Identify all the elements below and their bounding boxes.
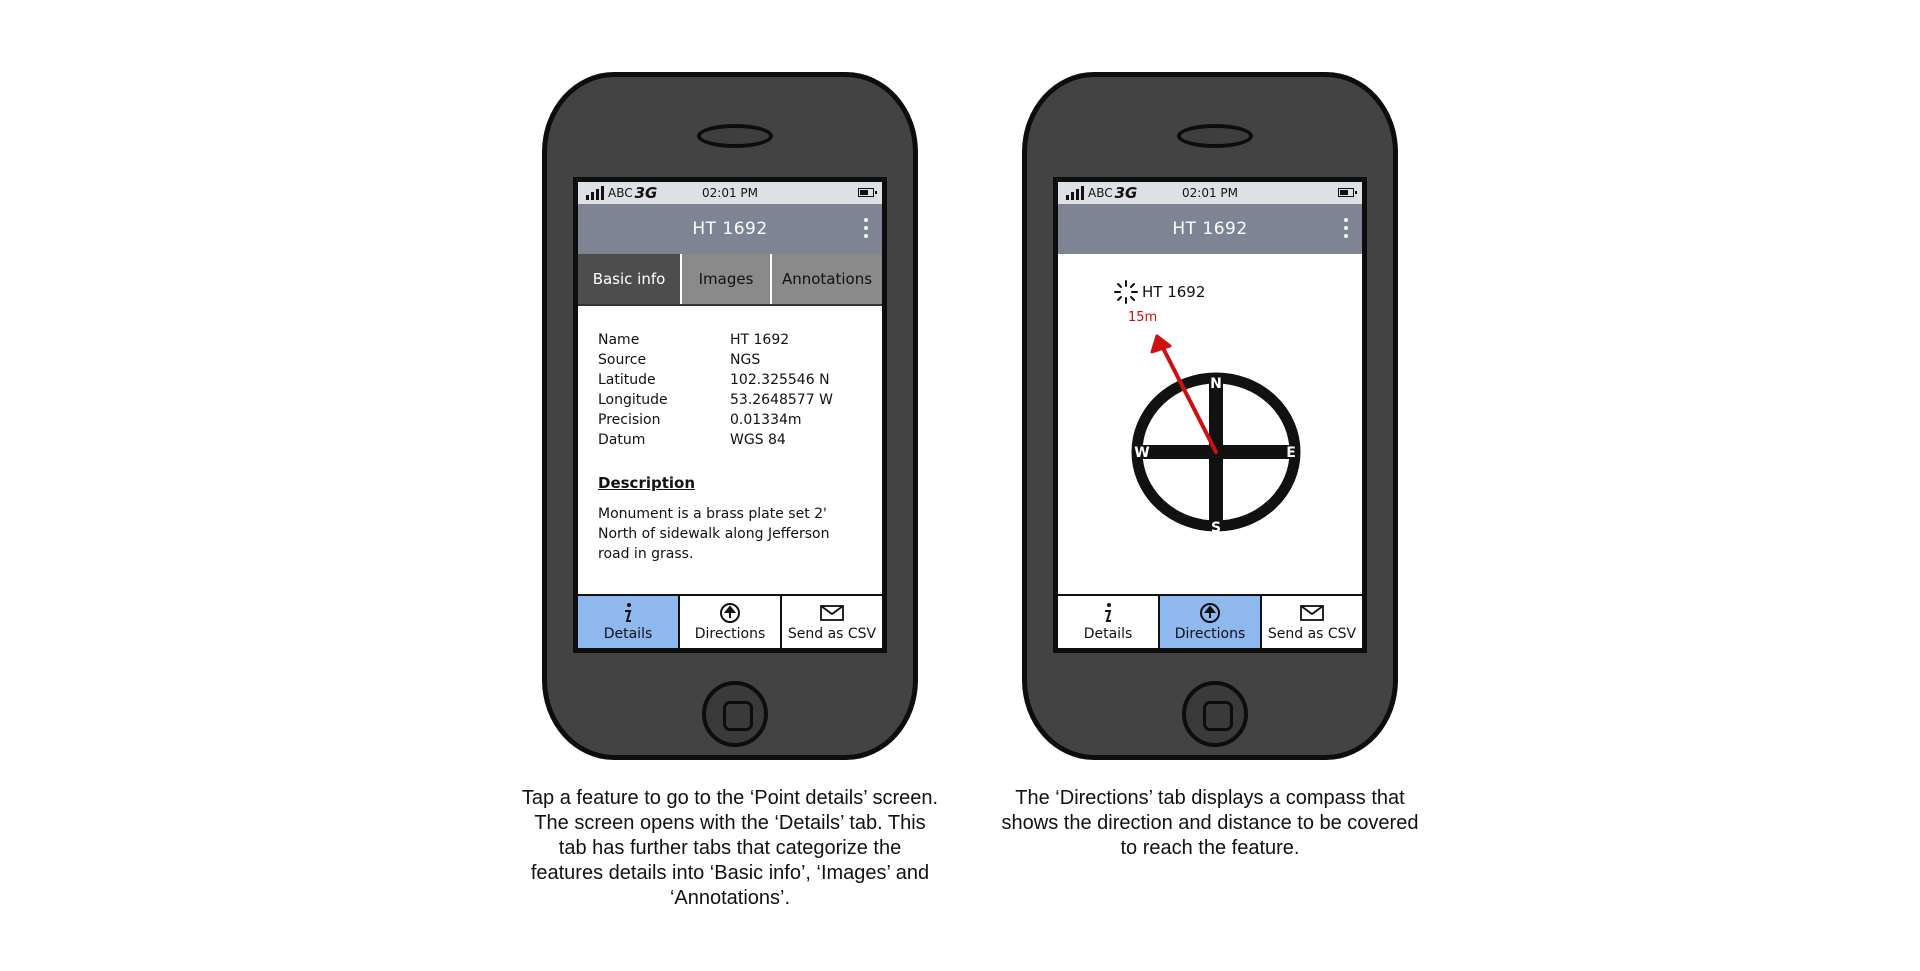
app-title-bar [1058,204,1362,254]
info-value: HT 1692 [730,332,790,348]
bottom-tab-details[interactable] [578,596,680,648]
info-value: 53.2648577 W [730,392,833,408]
bottom-tab-details[interactable] [1058,596,1160,648]
info-value: WGS 84 [730,432,786,448]
info-row-longitude [598,390,882,410]
status-bar [578,182,882,204]
network-label: 3G [634,184,658,202]
info-row-precision [598,410,882,430]
info-label: Datum [598,432,646,448]
subtab-bar [578,254,882,306]
bottom-tab-label: Details [1083,626,1133,642]
bottom-tab-send-csv[interactable] [782,596,882,648]
bottom-tab-label: Directions [694,626,766,642]
carrier-label: ABC [608,186,633,200]
status-bar [1058,182,1362,204]
compass-west: W [1134,445,1150,461]
bottom-tab-send-csv[interactable] [1262,596,1362,648]
distance-label: 15m [1128,310,1158,325]
phone-mockup-details [542,72,918,760]
page-title: HT 1692 [1172,219,1248,239]
description-heading: Description [598,474,696,492]
envelope-icon [1300,602,1324,624]
overflow-menu-icon[interactable] [864,218,868,238]
bottom-tab-label: Send as CSV [787,626,877,642]
network-label: 3G [1114,184,1138,202]
info-value: 102.325546 N [730,372,830,388]
phone-speaker [1177,124,1253,148]
status-time: 02:01 PM [702,186,758,200]
signal-icon [1066,186,1084,200]
tab-basic-info[interactable]: Basic info [578,254,682,304]
info-label: Name [598,332,640,348]
caption-details: Tap a feature to go to the ‘Point details’ screen. The screen opens with the ‘Details’ tab. This tab has further tabs that categorize the features details into ‘Basic info’, ‘Images’ and ‘Annotations’. [521,787,939,909]
bottom-tab-bar [578,594,882,648]
arrow-up-circle-icon [1199,602,1221,624]
home-button[interactable] [702,681,768,747]
phone-speaker [697,124,773,148]
info-label: Latitude [598,372,656,388]
bottom-tab-label: Details [603,626,653,642]
phone-screen [1053,177,1367,653]
tab-images[interactable]: Images [682,254,772,304]
bottom-tab-label: Send as CSV [1267,626,1357,642]
bottom-tab-directions[interactable] [1160,596,1262,648]
home-button[interactable] [1182,681,1248,747]
overflow-menu-icon[interactable] [1344,218,1348,238]
envelope-icon [820,602,844,624]
bottom-tab-label: Directions [1174,626,1246,642]
compass-east: E [1286,445,1296,461]
info-value: NGS [730,352,761,368]
description-text: Monument is a brass plate set 2' North of sidewalk along Jefferson road in grass. [598,506,830,562]
app-title-bar [578,204,882,254]
status-time: 02:01 PM [1182,186,1238,200]
compass-south: S [1210,520,1222,536]
battery-icon [1338,188,1354,197]
compass-north: N [1210,376,1222,392]
info-icon [620,602,636,624]
tab-annotations[interactable]: Annotations [772,254,882,304]
info-label: Longitude [598,392,668,408]
info-label: Source [598,352,647,368]
info-label: Precision [598,412,661,428]
arrow-up-circle-icon [719,602,741,624]
compass-view [1058,254,1362,596]
info-value: 0.01334m [730,412,802,428]
feature-marker-icon [1115,281,1137,303]
bottom-tab-directions[interactable] [680,596,782,648]
info-icon [1100,602,1116,624]
info-row-latitude [598,370,882,390]
signal-icon [586,186,604,200]
info-row-source [598,350,882,370]
caption-directions: The ‘Directions’ tab displays a compass that shows the direction and distance to be covered to reach the feature. [1001,787,1419,859]
bottom-tab-bar [1058,594,1362,648]
phone-screen [573,177,887,653]
page-title: HT 1692 [692,219,768,239]
carrier-label: ABC [1088,186,1113,200]
feature-label: HT 1692 [1142,283,1206,301]
phone-mockup-directions [1022,72,1398,760]
info-row-name [598,330,882,350]
basic-info-table [598,330,882,450]
info-row-datum [598,430,882,450]
battery-icon [858,188,874,197]
